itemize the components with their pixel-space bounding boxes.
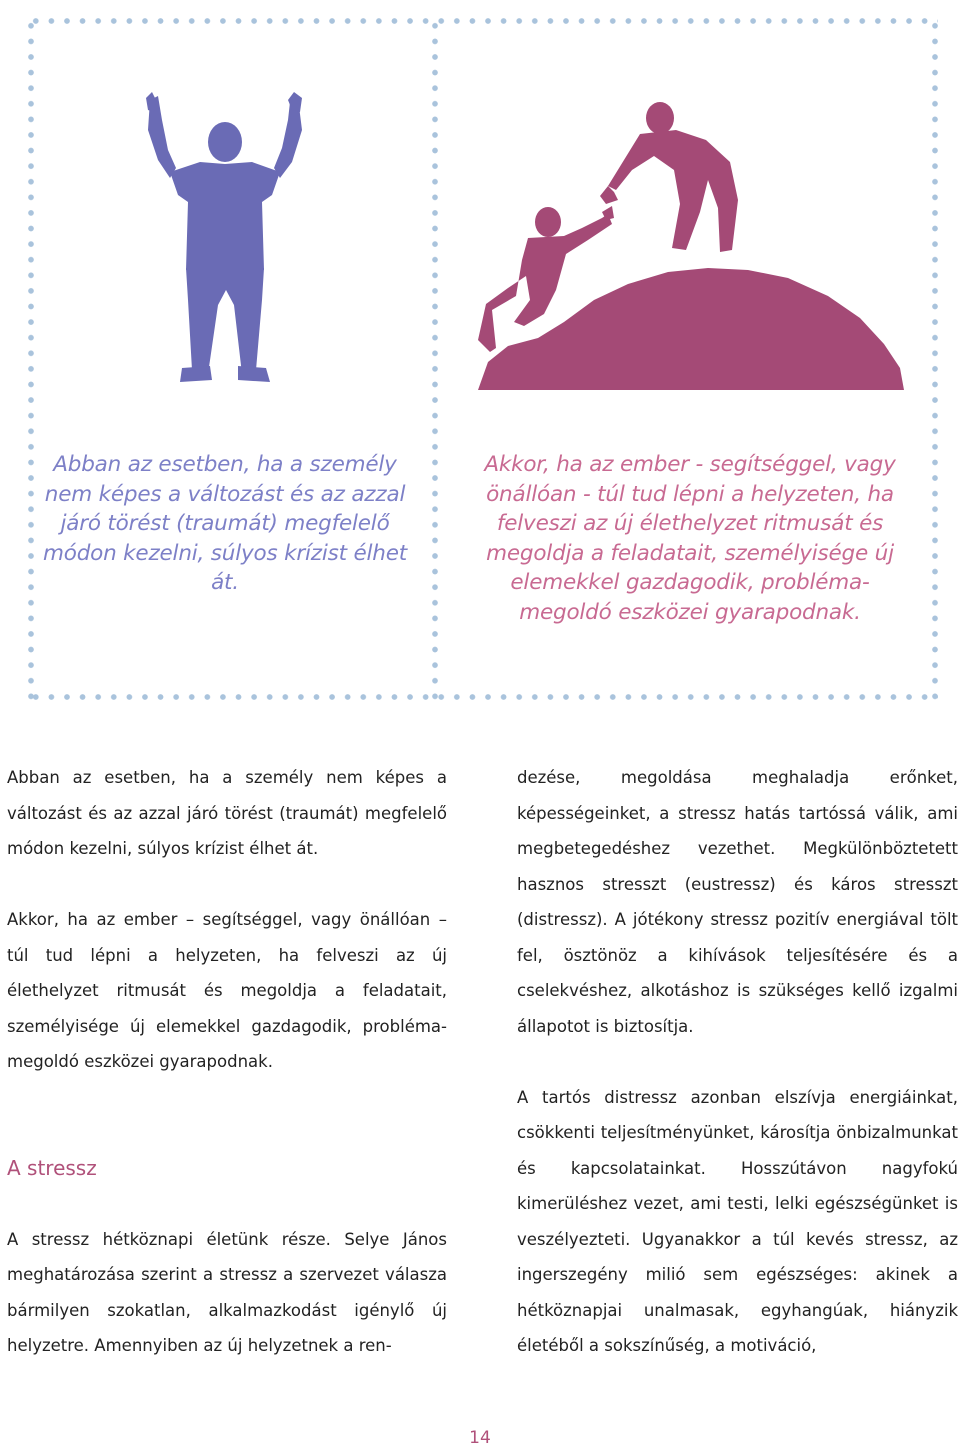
frame-bottom: [28, 694, 938, 700]
despair-figure-icon: [130, 90, 320, 390]
helping-hand-figure-icon: [468, 100, 908, 390]
left-caption: Abban az esetben, ha a személy nem képes a változást és az azzal járó törést (traumát) megfelelő módon kezelni, súlyos krízist élhet át.: [43, 452, 407, 596]
right-caption: Akkor, ha az ember - segítséggel, vagy önállóan - túl tud lépni a helyzeten, ha felveszi az új élethelyzet ritmusát és megoldja a feladatait, személyisége új elemekkel gazdagodik, probléma-megoldó eszközei gyarapodnak.: [484, 452, 896, 625]
paragraph-stress-continued: dezése, megoldása meghaladja erőnket, képességeinket, a stressz hatás tartóssá válik, ami megbetegedéshez vezethet. Megkülönböztetett hasznos stresszt (eustressz) és káros stresszt (distressz). A jótékony stressz pozitív energiával tölt fel, ösztönöz a kihívások teljesítésére és a cselekvéshez, alkotáshoz is szükséges kellő izgalmi állapotot is biztosítja.: [517, 768, 958, 1036]
paragraph-distress: A tartós distressz azonban elszívja energiáinkat, csökkenti teljesítményünket, károsítja önbizalmunkat és kapcsolatainkat. Hosszútávon nagyfokú kimerüléshez vezet, ami testi, lelki egészségünket is veszélyezteti. Ugyanakkor a túl kevés stressz, az ingerszegény milió sem egészséges: akinek a hétköznapjai unalmasak, egyhangúak, hiányzik életéből a sokszínűség, a motiváció,: [517, 1087, 958, 1355]
frame-left: [28, 18, 34, 700]
section-heading-stress: A stressz: [7, 1155, 97, 1180]
paragraph-crisis: Abban az esetben, ha a személy nem képes a változást és az azzal járó törést (traumát) megfelelő módon kezelni, súlyos krízist élhet át.: [7, 768, 447, 858]
paragraph-overcoming: Akkor, ha az ember – segítséggel, vagy önállóan – túl tud lépni a helyzeten, ha felveszi az új élethelyzet ritmusát és megoldja a feladatait, személyisége új elemekkel gazdagodik, probléma-megoldó eszközei gyarapodnak.: [7, 910, 447, 1071]
frame-top: [28, 18, 938, 24]
right-column: [517, 760, 958, 1364]
frame-divider: [432, 18, 438, 700]
page-number: 14: [469, 1428, 491, 1448]
frame-right: [932, 18, 938, 700]
paragraph-stress-definition: A stressz hétköznapi életünk része. Selye János meghatározása szerint a stressz a szervezet válasza bármilyen szokatlan, alkalmazkodást igénylő új helyzetre. Amennyiben az új helyzetnek a ren-: [7, 1229, 447, 1355]
left-column: [7, 760, 447, 1364]
